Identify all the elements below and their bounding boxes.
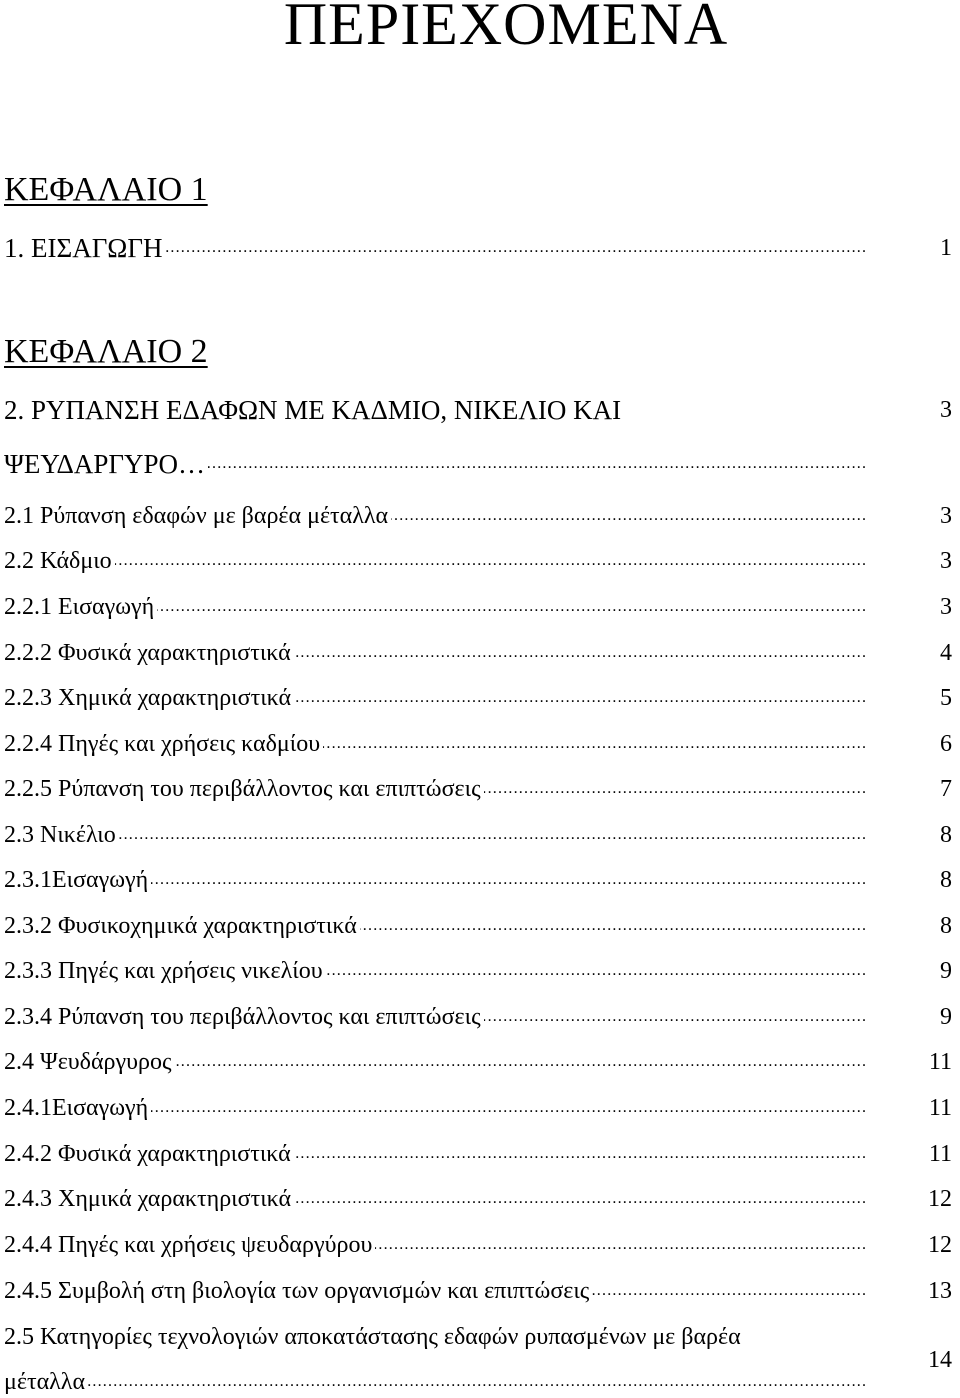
dot-leader [4, 819, 866, 851]
toc-page-number: 12 [928, 1186, 952, 1212]
toc-entry-label: 2. ΡΥΠΑΝΣΗ ΕΔΑΦΩΝ ΜΕ ΚΑΔΜΙΟ, ΝΙΚΕΛΙΟ ΚΑΙ [4, 395, 624, 425]
toc-page-number: 5 [940, 685, 952, 711]
toc-entry[interactable] [4, 1229, 866, 1261]
toc-entry[interactable] [4, 232, 866, 264]
toc-page-number: 6 [940, 731, 952, 757]
toc-entry-label: 2.2.4 Πηγές και χρήσεις καδμίου [4, 731, 323, 757]
toc-page-number: 8 [940, 913, 952, 939]
toc-entry[interactable] [4, 1321, 904, 1353]
toc-entry-label: 2.4.2 Φυσικά χαρακτηριστικά [4, 1141, 294, 1167]
toc-entry-label: 2.3 Νικέλιο [4, 822, 119, 848]
chapter-heading-1: ΚΕΦΑΛΑΙΟ 1 [4, 171, 208, 208]
toc-page-number: 14 [928, 1347, 952, 1373]
toc-page-number: 8 [940, 867, 952, 893]
toc-entry-label: 2.3.4 Ρύπανση του περιβάλλοντος και επιπτώσεις [4, 1004, 484, 1030]
toc-entry[interactable] [4, 591, 866, 623]
toc-entry[interactable] [4, 682, 866, 714]
toc-entry[interactable] [4, 1183, 866, 1215]
toc-entry-label: ΨΕΥΔΑΡΓΥΡΟ… [4, 449, 208, 479]
dot-leader [4, 545, 866, 577]
toc-page-number: 7 [940, 776, 952, 802]
page-title: ΠΕΡΙΕΧΟΜΕΝΑ [283, 0, 729, 57]
toc-entry[interactable] [4, 448, 866, 480]
toc-page-number: 4 [940, 640, 952, 666]
toc-page-number: 3 [940, 397, 952, 423]
toc-entry[interactable] [4, 1046, 866, 1078]
toc-entry-label: 2.2.1 Εισαγωγή [4, 594, 157, 620]
toc-entry-label: 2.5 Κατηγορίες τεχνολογιών αποκατάστασης εδαφών ρυπασμένων με βαρέα [4, 1324, 744, 1350]
toc-entry[interactable] [4, 819, 866, 851]
toc-page-number: 3 [940, 503, 952, 529]
dot-leader [4, 1366, 866, 1398]
chapter-heading-2: ΚΕΦΑΛΑΙΟ 2 [4, 333, 208, 370]
toc-entry[interactable] [4, 955, 866, 987]
toc-entry[interactable] [4, 1092, 866, 1124]
toc-entry-label: 1. ΕΙΣΑΓΩΓΗ [4, 233, 165, 263]
toc-entry[interactable] [4, 910, 866, 942]
toc-entry[interactable] [4, 545, 866, 577]
toc-entry[interactable] [4, 1275, 866, 1307]
toc-page-number: 1 [940, 235, 952, 261]
toc-entry-label: μέταλλα [4, 1369, 88, 1395]
toc-entry-label: 2.4.3 Χημικά χαρακτηριστικά [4, 1186, 294, 1212]
toc-entry[interactable] [4, 1366, 866, 1398]
toc-page-number: 13 [928, 1278, 952, 1304]
toc-page-number: 12 [928, 1232, 952, 1258]
toc-entry-label: 2.1 Ρύπανση εδαφών με βαρέα μέταλλα [4, 503, 391, 529]
toc-entry-label: 2.2.2 Φυσικά χαρακτηριστικά [4, 640, 294, 666]
toc-entry[interactable] [4, 637, 866, 669]
toc-page-number: 3 [940, 594, 952, 620]
toc-entry[interactable] [4, 773, 866, 805]
toc-entry-label: 2.2.5 Ρύπανση του περιβάλλοντος και επιπτώσεις [4, 776, 484, 802]
toc-entry-label: 2.4.5 Συμβολή στη βιολογία των οργανισμών και επιπτώσεις [4, 1278, 592, 1304]
toc-page-number: 11 [928, 1049, 952, 1075]
toc-entry-label: 2.4.1Εισαγωγή [4, 1095, 151, 1121]
toc-entry-label: 2.4.4 Πηγές και χρήσεις ψευδαργύρου [4, 1232, 375, 1258]
toc-page-number: 3 [940, 548, 952, 574]
toc-entry-label: 2.3.2 Φυσικοχημικά χαρακτηριστικά [4, 913, 360, 939]
toc-entry[interactable] [4, 1138, 866, 1170]
toc-entry-label: 2.2.3 Χημικά χαρακτηριστικά [4, 685, 294, 711]
toc-entry-label: 2.4 Ψευδάργυρος [4, 1049, 175, 1075]
toc-entry[interactable] [4, 864, 866, 896]
toc-entry[interactable] [4, 394, 866, 426]
toc-entry[interactable] [4, 1001, 866, 1033]
toc-entry[interactable] [4, 728, 866, 760]
toc-page-number: 11 [928, 1095, 952, 1121]
toc-entry-label: 2.3.3 Πηγές και χρήσεις νικελίου [4, 958, 326, 984]
toc-page-number: 9 [940, 1004, 952, 1030]
toc-entry-label: 2.2 Κάδμιο [4, 548, 115, 574]
toc-entry[interactable] [4, 500, 866, 532]
toc-page-number: 11 [928, 1141, 952, 1167]
toc-page-number: 8 [940, 822, 952, 848]
toc-page-number: 9 [940, 958, 952, 984]
toc-entry-label: 2.3.1Εισαγωγή [4, 867, 151, 893]
